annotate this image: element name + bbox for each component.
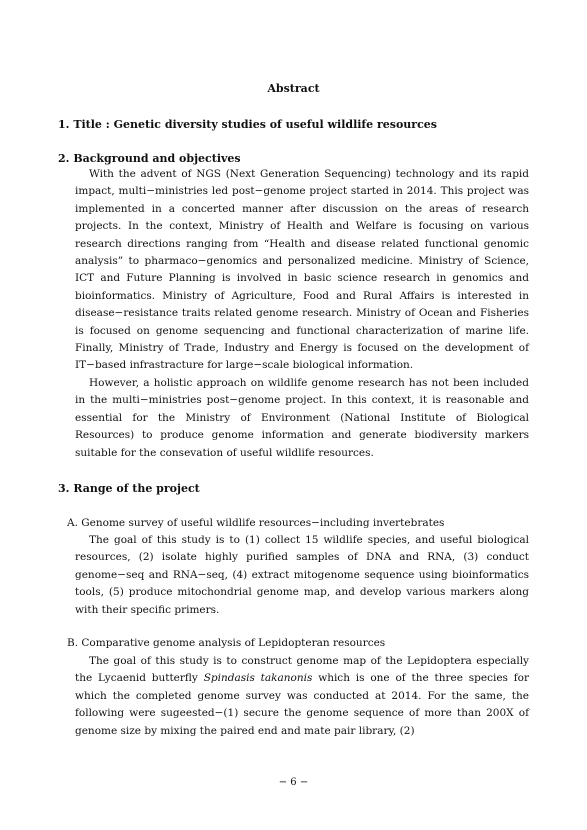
section-1-heading: 1. Title : Genetic diversity studies of useful wildlife resources: [58, 118, 437, 131]
section-3-heading: 3. Range of the project: [58, 482, 200, 495]
subsection-b-text-start: The goal of this study is to construct genome map of the Lepidoptera especially the Lycaenid butterfly: [75, 655, 529, 685]
subsection-b-paragraph: [75, 653, 529, 740]
background-paragraph-2: However, a holistic approach on wildlife genome research has not been included in the multi−ministries post−genome project. In this context, it is reasonable and essential for the Ministry of Environment (National Institute of Biological Resources) to produce genome information and generate biodiversity markers suitable for the consevation of useful wildlife resources.: [75, 377, 529, 459]
subsection-b-text-end: which is one of the three species for which the completed genome survey was conducted at 2014. For the same, the following were sugeested−(1) secure the genome sequence of more than 200X of genome size by mixing the paired end and mate pair library, (2): [75, 672, 530, 737]
abstract-title: Abstract: [267, 82, 320, 95]
subsection-b-heading: B. Comparative genome analysis of Lepidopteran resources: [67, 637, 386, 649]
background-paragraph-1: With the advent of NGS (Next Generation Sequencing) technology and its rapid impact, multi−ministries led post−genome project started in 2014. This project was implemented in a concerted manner after discussion on the areas of research projects. In the context, Ministry of Health and Welfare is focusing on various research directions ranging from “Health and disease related functional genomic analysis” to pharmaco−genomics and personalized medicine. Ministry of Science, ICT and Future Planning is involved in basic science research in genomics and bioinformatics. Ministry of Agriculture, Food and Rural Affairs is interested in disease−resistance traits related genome research. Ministry of Ocean and Fisheries is focused on genome sequencing and functional characterization of marine life. Finally, Ministry of Trade, Industry and Energy is focused on the development of IT−based infrastracture for large−scale biological information.: [75, 168, 529, 372]
species-name: Spindasis takanonis: [203, 672, 313, 685]
subsection-a-paragraph: The goal of this study is to (1) collect 15 wildlife species, and useful biological resources, (2) isolate highly purified samples of DNA and RNA, (3) conduct genome−seq and RNA−seq, (4) extract mitogenome sequence using bioinformatics tools, (5) produce mitochondrial genome map, and develop various markers along with their specific primers.: [75, 534, 529, 616]
section-2-heading: 2. Background and objectives: [58, 152, 241, 165]
page-number: − 6 −: [278, 777, 309, 788]
subsection-a-heading: A. Genome survey of useful wildlife resources−including invertebrates: [67, 517, 445, 529]
